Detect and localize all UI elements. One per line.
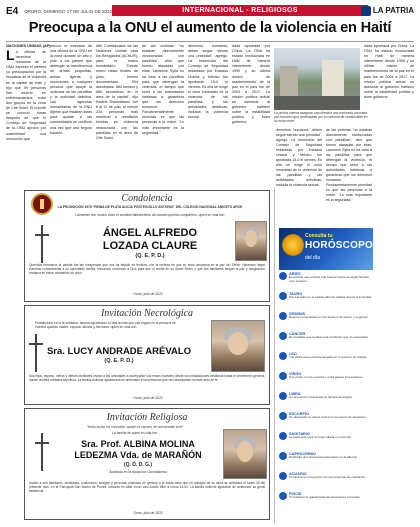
article-column-8: derechos humanos, deben seguir siendo una prioridad", agregó. La resolución del Consejo de Seguridad redactada por Estados Unidos y México fue aprobada 15-0 el viernes. Es ella se exige el cese inmediato de la violencia de las pandillas y las actividades delictivas, incluida la violencia sexual.	[276, 128, 322, 187]
deceased-portrait	[223, 429, 267, 479]
notice-lead: LA PROMOCIÓN 1976 "REINA DE PLATA ALICIA POSTEGUILLO ANTONIO" DEL COLEGIO NACIONAL ANICETO ARCE	[57, 205, 243, 209]
headline: Preocupa a la ONU el aumento de la violencia en Haití	[28, 20, 392, 36]
sign-name: PISCIS	[289, 492, 302, 496]
section-label: INTERNACIONAL - RELIGIOSOS	[112, 5, 368, 16]
logo-icon	[361, 6, 371, 16]
horoscope-banner-bottom: del día	[305, 255, 321, 261]
aquarius-icon	[279, 472, 287, 480]
sign-name: ESCORPIO	[289, 412, 310, 416]
religious-notice	[24, 408, 270, 520]
notice-date: Oruro, julio de 2022	[133, 511, 163, 515]
deceased-portrait	[211, 320, 265, 372]
notice-quote: "Hubo lucha, ha concluido, acabé mi carrera, he conservado la fe"	[86, 425, 184, 429]
deceased-name-1: Sra. Prof. ALBINA MOLINA	[81, 439, 195, 449]
sign-text: Es probable que recibas una invitación que no esperabas.	[289, 335, 369, 339]
necrology-notice	[24, 305, 270, 405]
byline: NACIONES UNIDAS (AP)	[6, 44, 51, 48]
sign-name: CÁNCER	[289, 332, 306, 336]
photo-caption: La policía interna asegurar una directriz una barricada colocada por hombres que protestaban por la carencia de combustible en su zona norte.	[274, 111, 368, 124]
divider	[6, 41, 414, 42]
deceased-name-2: LEDEZMA Vda. de MARAÑÓN	[74, 450, 202, 460]
zodiac-wheel-icon	[282, 234, 304, 256]
leo-icon	[279, 352, 287, 360]
article-column-1	[6, 50, 46, 186]
news-photo	[274, 48, 360, 110]
article-column-4: de las víctimas "no estaban directamente involucradas con pandillas", dice que fueron atacadas por ellas. Laurence Sylla no ha visto a las pandillas para que detengan la violencia, el tiempo que toma a las autoridades haitianas a garantizar que los derechos humanos. Fundamentalmente prioridad es que las personas a la orden. "Lo más importante es la seguridad."	[142, 44, 184, 135]
sign-text: Tus ideas tienen buena acogida en tu entorno de trabajo.	[289, 355, 368, 359]
notice-body: Queridos hermanos la partida fue tan inesperada que nos ha dejado en tristeza, con la certeza de que su alma descansa en la paz del Señor. Hacemos llegar nuestras condolencias a su apreciable familia, elevamos oraciones a Dios para que lo reciba en su Santo Reino y que sus familiares tengan la paz y resignación cristiana en estos momentos de dolor.	[29, 263, 265, 276]
column-text: a oficina de derechos humanos de la ONU expresó el viernes su preocupación por la escalada de la violencia en la capital de Haití y dijo que 99 personas han muerto en enfrentamientos entre dos grupos en la zona de Cité Soleil. El reporte se conoció horas después de que el Consejo de Seguridad de la ONU aprobó por unanimidad una resolución que	[6, 50, 46, 141]
sign-name: ACUARIO	[289, 472, 307, 476]
virgo-icon	[279, 372, 287, 380]
condolence-notice	[24, 190, 270, 302]
logo-text: LA PATRIA	[372, 6, 414, 15]
dropcap: L	[6, 50, 15, 63]
sign-name: SAGITARIO	[289, 432, 310, 436]
deceased-name: Sra. LUCY ANDRADE ARÉVALO	[46, 346, 192, 357]
notice-body: Sus hijos, esposo, nietos y demás familiares invitan a las amistades a acompañar sus restos mortales desde sus instalaciones velatorias hasta el cementerio general, donde recibirá cristiana sepultura. La familia doliente agradecerá de antemano a las personas que nos acompañen en este acto de fe.	[29, 374, 265, 383]
notice-title: Invitación Necrológica	[100, 308, 194, 319]
cross-icon	[41, 225, 43, 263]
sign-name: CAPRICORNIO	[289, 452, 317, 456]
deceased-name-2: LOZADA CLAURE	[102, 240, 198, 252]
taurus-icon	[279, 292, 287, 300]
notice-body: Invitan a sus familiares, amistades, exalumnos, colegas y personas piadosas en general a la santa misa que en sufragio de su alma se celebrará el lunes 18 del presente mes, en la Parroquia San Martín de Porres, ubicada en calle Junín casi Adolfo Mier a horas 19:00. La familia doliente agradece de antemano su gentil asistencia.	[29, 481, 265, 494]
sign-name: GÉMINIS	[289, 312, 306, 316]
column-divider	[274, 188, 275, 524]
deceased-name-1: ÁNGEL ALFREDO	[102, 227, 198, 239]
article-column-6: dada aprobada por China. La ONU ha estado involucrada en Haití de manera intermitente desde 1990 y su última misión de mantenimiento de la paz en el país fue de 2004 a 2017. La misión política actual es asesorar al gobierno haitiano sobre la estabilidad política y buen gobierno.	[232, 44, 270, 125]
article-column-9: de las víctimas "no estaban directamente involucradas con pandillas", dice que fueron atacadas por ellas. Laurence Sylla no ha visto a las pandillas para que detengan la violencia, el tiempo que toma a las autoridades haitianas a garantizar que los derechos humanos. Fundamentalmente prioridad es que las personas a la orden. "Lo más importante es la seguridad."	[326, 128, 372, 202]
libra-icon	[279, 392, 287, 400]
article-column-3: Alto Comisionado de las Naciones Unidas para los Refugiados (ACNUR), para el marco humanitario. "Desde enero hasta finales de junio, hemos documentado 934 asesinatos, 684 heridos y 680 secuestros en el área de la capital", dijo Ravina Shamdasani. Del 8 al 12 de julio, al menos 234 personas más murieron o resultaron heridas en violencia relacionada con las pandillas en el área de Cité Soleil.	[96, 44, 138, 140]
sign-text: La paciencia será tu mejor aliada en este día.	[289, 435, 352, 439]
notice-lead: Fortalecidos en la fe cristiana, hemos agradecido a Dios la vida que nos regaló en la persona de nuestra querida madre, esposa, abuela y hermana, quien en vida fue:	[35, 321, 176, 329]
sign-text: Día tranquilo en el ámbito laboral, dedica tiempo a tu familia.	[289, 295, 373, 299]
capricorn-icon	[279, 452, 287, 460]
cancer-icon	[279, 332, 287, 340]
gemini-icon	[279, 312, 287, 320]
sign-text: Tu intuición te guiará hacia las decisiones correctas.	[289, 495, 361, 499]
cross-icon	[41, 433, 43, 471]
sign-text: Es posible que recibas una buena noticia de algún familiar muy cercano.	[289, 275, 369, 283]
rip: (Q. E. P. D.)	[104, 358, 134, 364]
article-column-2: renovó el mandato de una oficina de la ONU en la zona durante un año y pide a los países que detengan la transferencia de armas pequeñas, armas ligeras y municiones a cualquier persona que apoye la violencia de las pandillas y la actividad delictiva. Las agencias humanitarias de la ONU dijeron que estaban listas para ayudar a las comunidades en conflicto una vez que sea seguro hacerlo.	[50, 44, 92, 135]
sagittarius-icon	[279, 432, 287, 440]
sign-text: Buenas expectativas en los asuntos de dinero y negocios.	[289, 315, 369, 319]
notice-lead-2: La familia de quien en vida fue:	[112, 431, 158, 435]
notice-lead-2: Lamentan con mucho dolor el sensible fallecimiento de nuestro querido compañero, quien en vida fue:	[75, 213, 225, 217]
sign-text: Un encuentro inesperado te llenará de alegría.	[289, 395, 353, 399]
deceased-portrait	[235, 221, 267, 261]
notice-date: Oruro, julio de 2022	[133, 396, 163, 400]
sign-name: TAURO	[289, 292, 303, 296]
page-number: E4	[6, 5, 19, 17]
pisces-icon	[279, 492, 287, 500]
notice-title: Invitación Religiosa	[106, 412, 188, 423]
sign-name: LIBRA	[289, 392, 301, 396]
horoscope-banner	[279, 228, 373, 270]
article-column-5: derechos humanos, deben seguir siendo una prioridad", agregó. La resolución del Consejo de Seguridad redactada por Estados Unidos y México fue aprobada 15-0 el viernes. Es ella se exige el cese inmediato de la violencia de las pandillas y las actividades delictivas, incluida la violencia sexual.	[188, 44, 228, 120]
page-date: ORURO, DOMINGO 17 DE JULIO DE 2022	[24, 8, 113, 14]
sign-text: Recibirás una propuesta interesante en lo laboral.	[289, 455, 358, 459]
newspaper-logo	[361, 4, 414, 17]
sign-name: VIRGO	[289, 372, 302, 376]
sign-text: No descuides tu salud, busca un momento de descanso.	[289, 415, 367, 419]
sign-name: ARIES	[289, 272, 301, 276]
rip: (Q. E. P. D.)	[135, 253, 165, 259]
notice-title: Condolencia	[121, 193, 173, 204]
sign-text: Pon orden en tus cuentas y evita gastos innecesarios.	[289, 375, 364, 379]
death-place: Acaecida en la ciudad de Cochabamba	[109, 470, 167, 474]
scorpio-icon	[279, 412, 287, 420]
notice-date: Oruro, julio de 2022	[133, 292, 163, 296]
rip: (Q. D. D. G.)	[123, 462, 153, 468]
sign-name: LEO	[289, 352, 297, 356]
horoscope-banner-top: Consulta tu	[305, 233, 333, 239]
article-column-7: dada aprobada por China. La ONU ha estado involucrada en Haití de manera intermitente desde 1990 y su última misión de mantenimiento de la paz en el país fue de 2004 a 2017. La misión política actual es asesorar al gobierno haitiano sobre la estabilidad política y buen gobierno.	[364, 44, 414, 99]
horoscope-banner-title: HORÓSCOPO	[305, 240, 373, 251]
sign-text: Comparte tus proyectos con las personas de confianza.	[289, 475, 366, 479]
aries-icon	[279, 272, 287, 280]
